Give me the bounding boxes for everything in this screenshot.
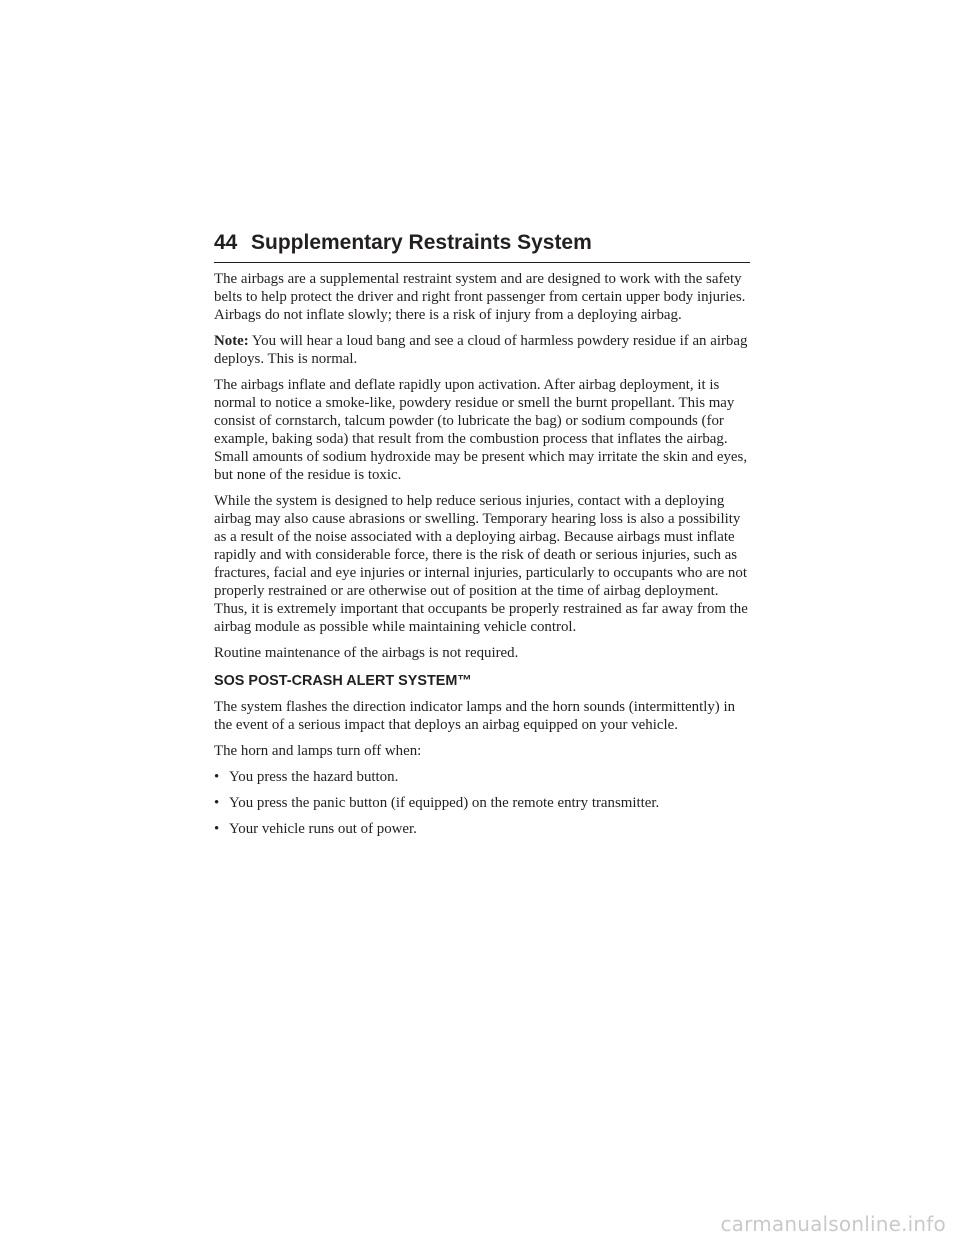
note-label: Note: (214, 333, 249, 349)
page-header (214, 230, 750, 263)
injury-warning-paragraph: While the system is designed to help reduce serious injuries, contact with a deploying airbag may also cause abrasions or swelling. Temporary hearing loss is also a possibility as a result of the noise associated with a deploying airbag. Because airbags must inflate rapidly and with considerable force, there is the risk of death or serious injuries, such as fractures, facial and eye injuries or internal injuries, particularly to occupants who are not properly restrained or are otherwise out of position at the time of airbag deployment. Thus, it is extremely important that occupants be properly restrained as far away from the airbag module as possible while maintaining vehicle control. (214, 493, 748, 635)
inflation-paragraph: The airbags inflate and deflate rapidly upon activation. After airbag deployment, it is normal to notice a smoke-like, powdery residue or smell the burnt propellant. This may consist of cornstarch, talcum powder (to lubricate the bag) or sodium compounds (for example, baking soda) that result from the combustion process that inflates the airbag. Small amounts of sodium hydroxide may be present which may irritate the skin and eyes, but none of the residue is toxic. (214, 377, 748, 483)
watermark: carmanualsonline.info (720, 1212, 946, 1236)
list-item (214, 820, 754, 838)
maintenance-paragraph: Routine maintenance of the airbags is not required. (214, 645, 519, 661)
intro-paragraph: The airbags are a supplemental restraint system and are designed to work with the safety belts to help protect the driver and right front passenger from certain upper body injuries. Airbags do not inflate slowly; there is a risk of injury from a deploying airbag. (214, 271, 746, 323)
horn-lamps-off-paragraph: The horn and lamps turn off when: (214, 743, 422, 759)
note-text: You will hear a loud bang and see a cloud of harmless powdery residue if an airbag deploys. This is normal. (214, 333, 748, 367)
bullet-icon: • (214, 795, 220, 811)
list-item-text: You press the panic button (if equipped) on the remote entry transmitter. (229, 795, 660, 811)
bullet-icon: • (214, 821, 220, 837)
list-item (214, 768, 754, 786)
body-column (214, 270, 754, 846)
sos-description-paragraph: The system flashes the direction indicator lamps and the horn sounds (intermittently) in the event of a serious impact that deploys an airbag equipped on your vehicle. (214, 699, 736, 733)
section-heading: SOS POST-CRASH ALERT SYSTEM™ (214, 673, 472, 689)
list-item-text: Your vehicle runs out of power. (229, 821, 417, 837)
list-item-text: You press the hazard button. (229, 769, 399, 785)
list-item (214, 794, 754, 812)
note-paragraph (214, 332, 754, 368)
section-title: Supplementary Restraints System (251, 231, 592, 254)
bullet-icon: • (214, 769, 220, 785)
bullet-list (214, 768, 754, 838)
page-number: 44 (214, 231, 238, 254)
